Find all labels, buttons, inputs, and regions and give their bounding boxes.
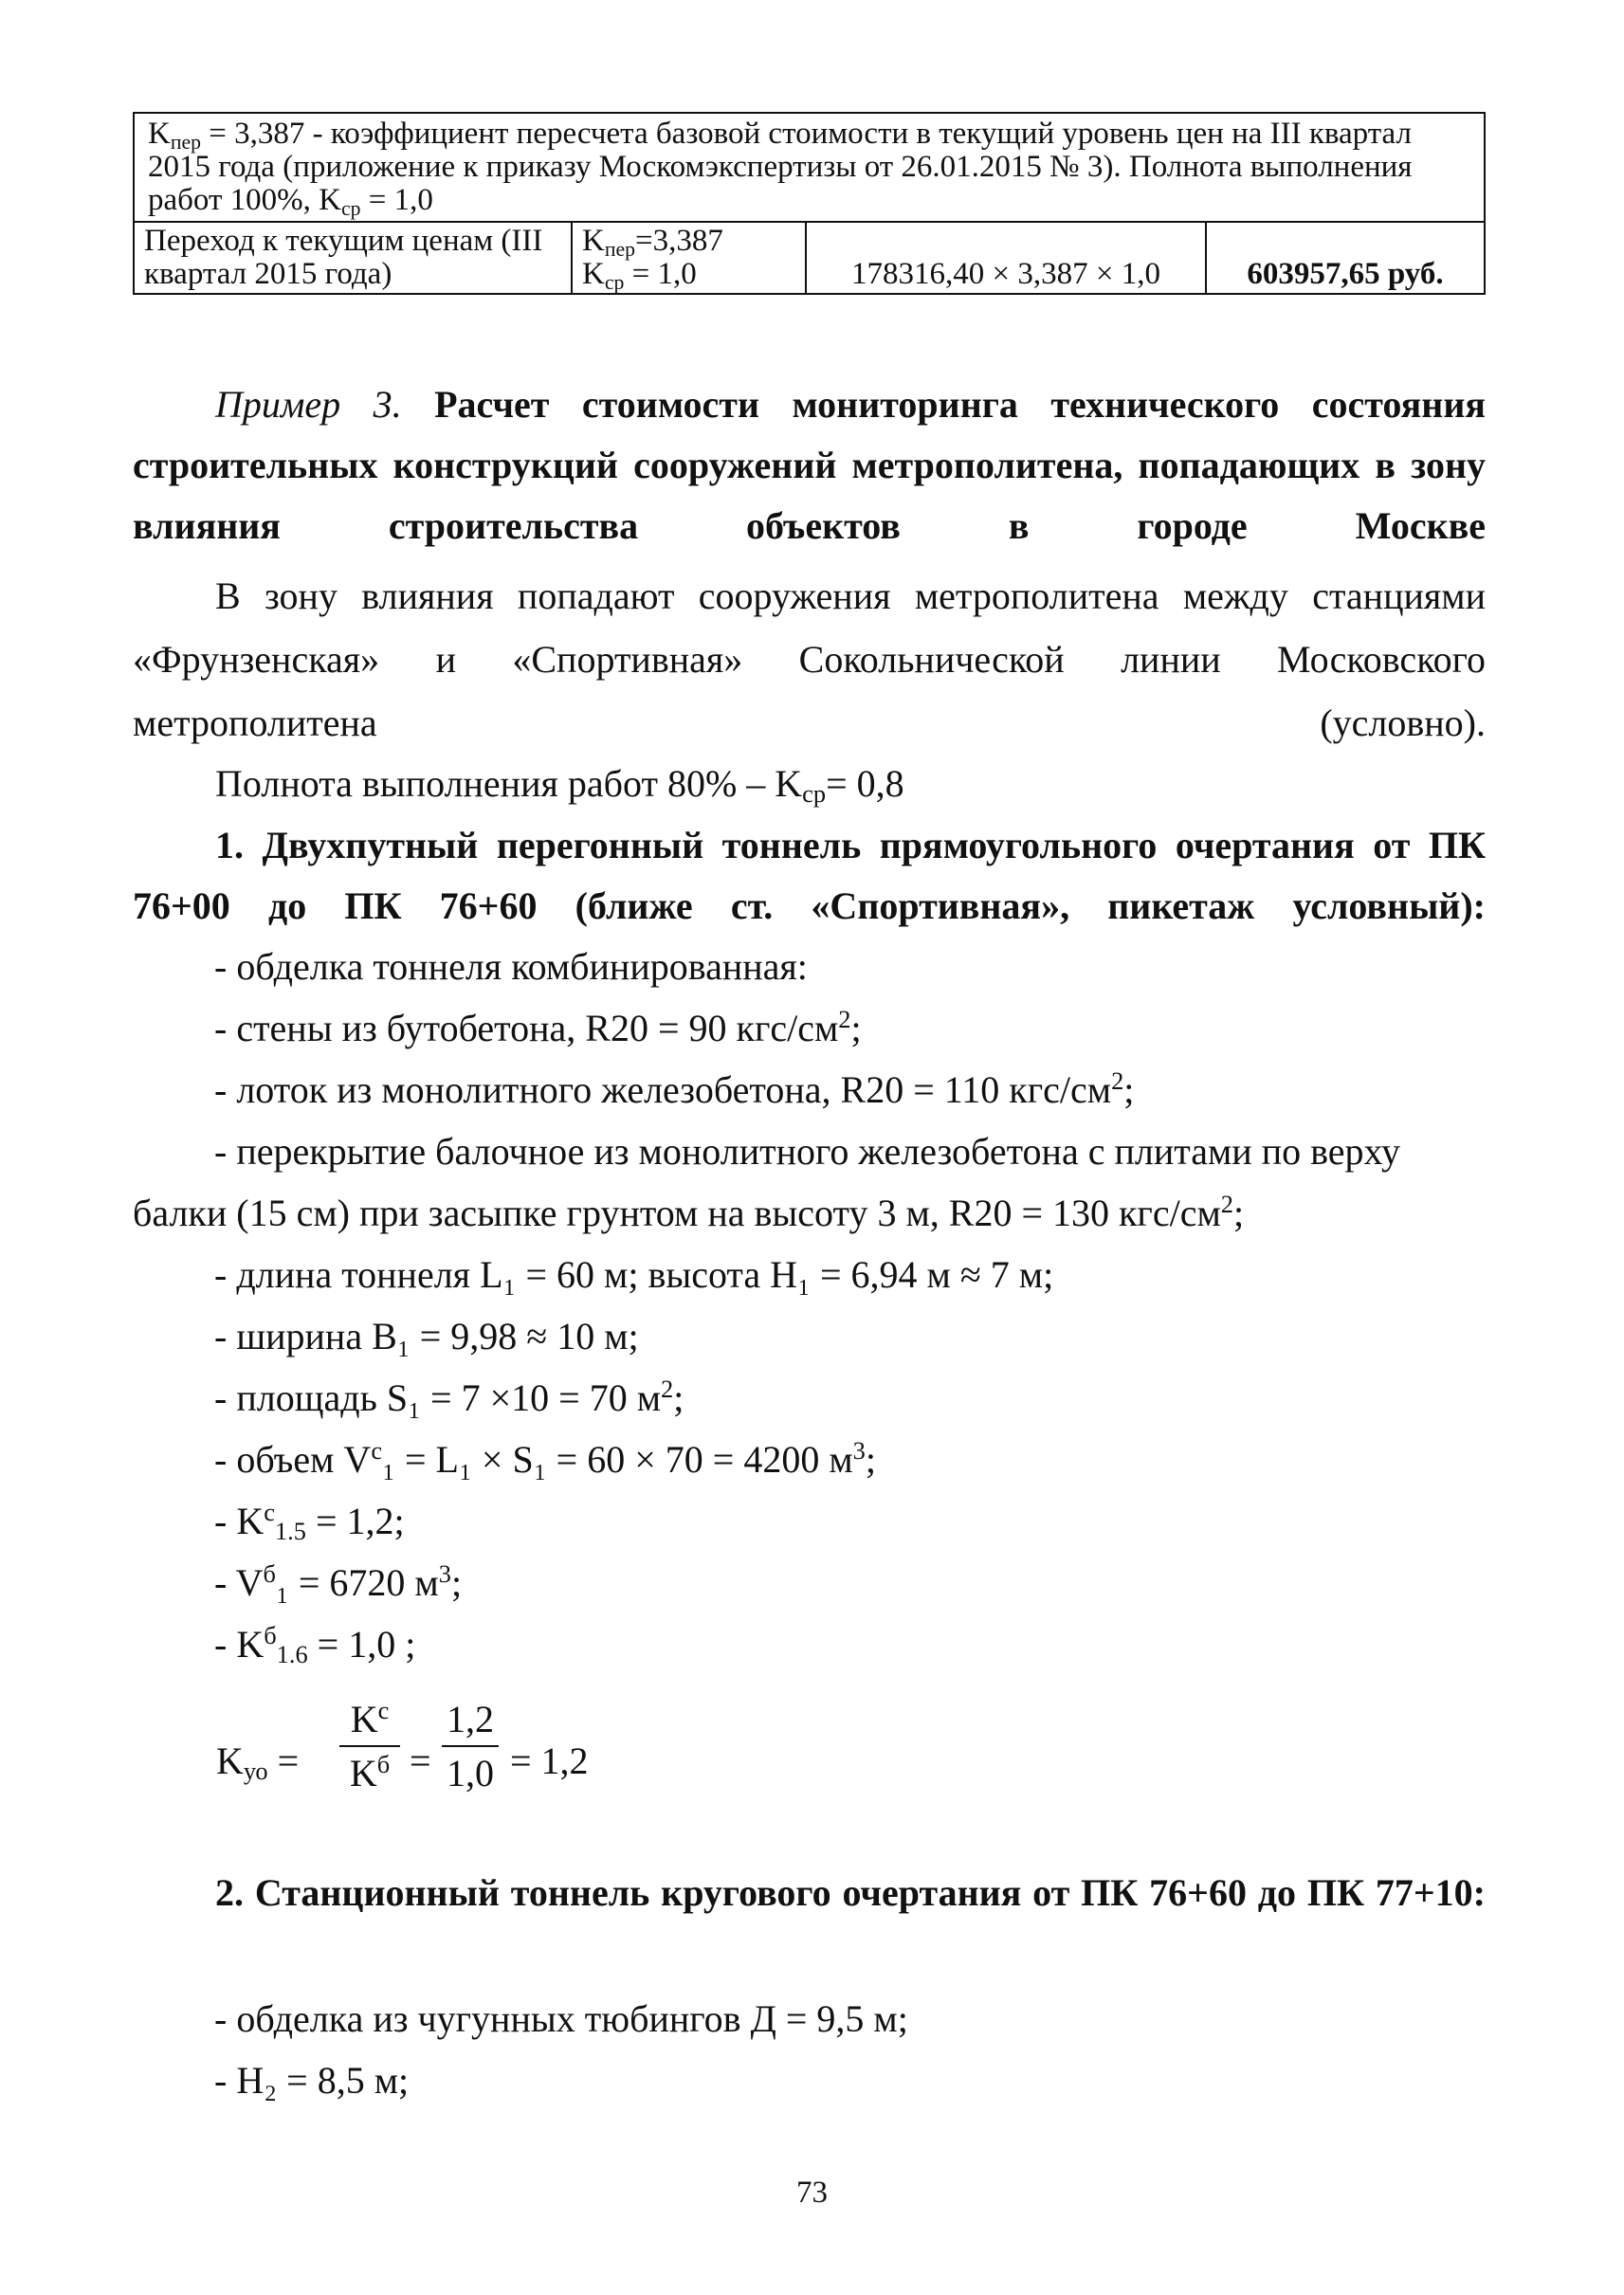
section-1-heading: 1. Двухпутный перегонный тоннель прямоугольного очертания от ПК 76+00 до ПК 76+60 (ближе ст. «Спортивная», пикетаж условный): bbox=[133, 824, 1486, 927]
transition-label-cell: Переход к текущим ценам (III квартал 2015 года) bbox=[134, 222, 572, 294]
list-item: - $V^б_1 = 6720$ $м^3$; bbox=[214, 1559, 463, 1604]
document-page: $K_{пер} = 3,387$ - коэффициент пересчета базовой стоимости в текущий уровень цен на III квартал 2015 года (приложение к приказу Москомэкспертизы от 26.01.2015 № 3). Полнота выполнения работ 100%, $K_{ср} = 1,0$ Переход к текущим ценам (III квартал 2015 года) $K_{пер}=3,387$ $K_{ср} = 1,0$ 178316,40 × 3,387 × 1,0 603957,65 руб. Пример 3. Расчет стоимости мониторинга технического состояния строительных конструкций сооружений метрополитена, попадающих в зону влияния строительства объектов в городе Москве В зону влияния попадают сооружения метрополитена между станциями «Фрунзенская» и «Спортивная» Сокольнической линии Московского метрополитена (условно). Полнота выполнения работ $80\% - K_{ср}= 0,8$ 1. Двухпутный перегонный тоннель прямоугольного очертания от ПК 76+00 до ПК 76+60 (ближе ст. «Спортивная», пикетаж условный): - обделка тоннеля комбинированная: - стены из бутобетона, R20 = 90 кгс/$см^2$; - лоток из монолитного железобетона, R20 = 110 кгс/$см^2$; - перекрытие балочное из монолитного железобетона с плитами по верху балки (15 см) при засыпке грунтом на высоту 3 м, R20 = 130 кгс/$см^2$; - длина тоннеля L₁ = 60 м; высота H₁ = 6,94 м ≈ 7 м; - ширина B₁ = 9,98 ≈ 10 м; - площадь S₁ = 7 ×10 = 70 $м^2$; - объем $V^c_1 = L_1 \times S_1 = 60 \times 70 = 4200$ $м^3$; - $K^c_{1.5} = 1,2$; - $V^б_1 = 6720$ $м^3$; - $K^б_{1.6} = 1,0$ ; $K_{уо}$ = $K^c$ $K^б$ = 1,2 1,0 = 1,2 2. Станционный тоннель кругового очертания от ПК 76+60 до ПК 77+10: - обделка из чугунных тюбингов Д = 9,5 м; - H₂ = 8,5 м; 73 bbox=[0, 0, 1624, 2295]
list-item: - $K^c_{1.5} = 1,2$; bbox=[214, 1498, 405, 1545]
list-item: - обделка тоннеля комбинированная: bbox=[214, 945, 808, 988]
coefficient-description-cell: $K_{пер} = 3,387$ - коэффициент пересчета базовой стоимости в текущий уровень цен на III квартал 2015 года (приложение к приказу Москомэкспертизы от 26.01.2015 № 3). Полнота выполнения работ 100%, $K_{ср} = 1,0$ bbox=[134, 113, 1485, 222]
example-heading bbox=[133, 374, 1486, 556]
completeness-line: Полнота выполнения работ $80\% - K_{ср}= 0,8$ bbox=[215, 762, 904, 808]
list-item: - объем $V^c_1 = L_1 \times S_1 = 60 \times 70 = 4200$ $м^3$; bbox=[214, 1436, 876, 1481]
list-item: - перекрытие балочное из монолитного железобетона с плитами по верху bbox=[214, 1130, 1400, 1173]
list-item: - ширина B₁ = 9,98 ≈ 10 м; bbox=[214, 1315, 639, 1357]
list-item: - H₂ = 8,5 м; bbox=[214, 2059, 410, 2102]
calculation-cell: 178316,40 × 3,387 × 1,0 bbox=[806, 222, 1206, 294]
list-item: - стены из бутобетона, R20 = 90 кгс/$см^2$; bbox=[214, 1005, 862, 1049]
formula-fraction-values: 1,2 1,0 bbox=[442, 1697, 499, 1795]
table-row bbox=[134, 113, 1485, 222]
list-item: - обделка из чугунных тюбингов Д = 9,5 м; bbox=[214, 1997, 908, 2040]
example-title: Расчет стоимости мониторинга технического состояния строительных конструкций сооружений метрополитена, попадающих в зону влияния строительства объектов в городе Москве bbox=[133, 383, 1486, 547]
page-number: 73 bbox=[796, 2176, 828, 2210]
coefficients-cell: $K_{пер}=3,387$ $K_{ср} = 1,0$ bbox=[572, 222, 806, 294]
formula-fraction-symbols: $K^c$ $K^б$ bbox=[339, 1697, 400, 1795]
example-label: Пример 3. bbox=[215, 383, 402, 426]
total-cost-cell: 603957,65 руб. bbox=[1206, 222, 1485, 294]
list-item: - $K^б_{1.6} = 1,0$ ; bbox=[214, 1621, 416, 1668]
table-row bbox=[134, 222, 1485, 294]
list-item-continuation: балки (15 см) при засыпке грунтом на высоту 3 м, R20 = 130 кгс/$см^2$; bbox=[133, 1190, 1245, 1234]
list-item: - площадь S₁ = 7 ×10 = 70 $м^2$; bbox=[214, 1375, 684, 1419]
section-2-heading: 2. Станционный тоннель кругового очертания от ПК 76+60 до ПК 77+10: bbox=[215, 1871, 1486, 1914]
cost-table bbox=[133, 112, 1486, 295]
list-item: - лоток из монолитного железобетона, R20 = 110 кгс/$см^2$; bbox=[214, 1066, 1135, 1111]
list-item: - длина тоннеля L₁ = 60 м; высота H₁ = 6,94 м ≈ 7 м; bbox=[214, 1253, 1054, 1296]
formula-lhs: $K_{уо}$ = bbox=[216, 1739, 300, 1785]
formula-result: = 1,2 bbox=[510, 1739, 589, 1782]
intro-paragraph: В зону влияния попадают сооружения метрополитена между станциями «Фрунзенская» и «Спортивная» Сокольнической линии Московского метрополитена (условно). bbox=[133, 574, 1486, 744]
